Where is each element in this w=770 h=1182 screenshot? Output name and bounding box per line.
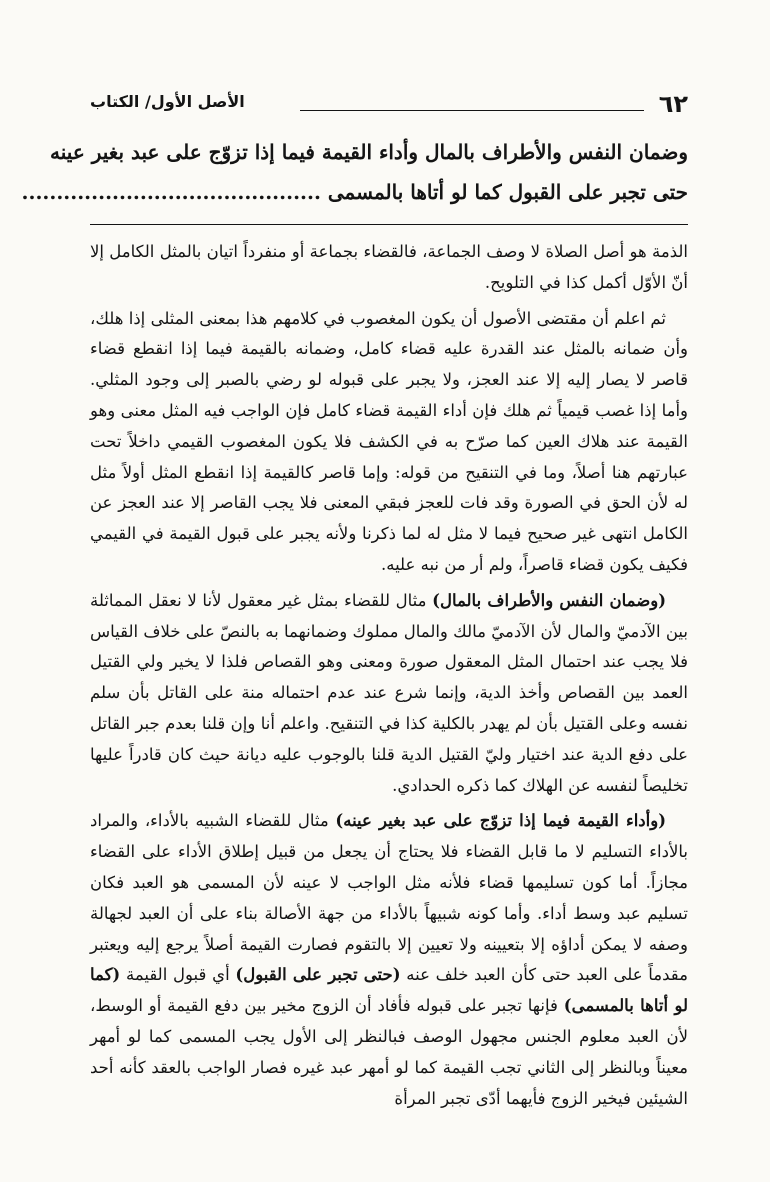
commentary-text: أي قبول القيمة <box>120 965 236 985</box>
quoted-main-text: (وأداء القيمة فيما إذا تزوّج على عبد بغير عينه) <box>335 811 666 831</box>
commentary-text: مثال للقضاء بمثل غير معقول لأنا لا نعقل المماثلة بين الآدميّ والمال لأن الآدميّ مالك والمال مملوك وضمانهما به بالنصّ على خلاف القياس فلا يجب عند احتمال المثل المعقول صورة ومعنى وهو القصاص فلذا لا يخير ولي القتيل العمد بين القصاص وأخذ الدية، وإنما شرع عند عدم احتماله منة على القاتل بأن سلم نفسه وعلى القتيل بأن لم يهدر بالكلية كذا في التنقيح. واعلم أنا وإن قلنا بعدم جبر القاتل على دفع الدية عند اختيار وليّ القتيل الدية قلنا بالوجوب عليه ديانة حيث كان قادراً عليها تخليصاً لنفسه عن الهلاك كما ذكره الحدادي. <box>90 590 688 795</box>
running-title: الأصل الأول/ الكتاب <box>90 92 245 111</box>
commentary-paragraph-3 <box>90 586 688 802</box>
quoted-main-text: (كما لو أتاها بالمسمى) <box>90 965 688 1016</box>
commentary <box>90 237 688 1114</box>
header-rule <box>300 110 644 111</box>
commentary-paragraph-2: ثم اعلم أن مقتضى الأصول أن يكون المغصوب في كلامهم هذا بمعنى المثلى إذا هلك، وأن ضمانه بالمثل عند القدرة عليه قضاء كامل، وضمانه بالقيمة فيما إذا انقطع قضاء قاصر لا يصار إليه إلا عند العجز، ولا يجبر على قبوله لو رضي بالصبر إلى وجود المثلي. وأما إذا غصب قيمياً ثم هلك فإن أداء القيمة قضاء كامل فإن الواجب فيه المثل معنى وهو القيمة عند هلاك العين كما صرّح به في الكشف فلا يكون المغصوب القيمي داخلاً تحت عبارتهم هنا أصلاً، وما في التنقيح من قوله: وإما قاصر كالقيمة إذا انقطع المثل أولاً مثل له لأن الحق في الصورة وقد فات للعجز فبقي المعنى فلا يجب القاصر إلا عند العجز عن الكامل انتهى غير صحيح فيما لا مثل له لما ذكرنا ولأنه يجبر على قبول القيمة في القيمي فكيف يكون قضاء قاصراً، ولم أر من نبه عليه. <box>90 308 688 574</box>
main-text <box>21 132 688 212</box>
dotted-leader: ........................................... <box>21 180 321 204</box>
commentary-text: مثال للقضاء الشبيه بالأداء، والمراد بالأداء التسليم لا ما قابل القضاء فلا يحتاج أن يجعل من قبيل إطلاق الأداء على القضاء مجازاً. أما كون تسليمها قضاء فلأنه مثل الواجب لا عينه لأن المسمى هو العبد فكان تسليم عبد وسط أداء. وأما كونه شبيهاً بالأداء من جهة الأصالة بناء على أن العبد لجهالة وصفه لا يمكن أداؤه إلا بتعيينه ولا تعيين إلا بالتقوم فصارت القيمة أصلاً يرجع إليه ويعتبر مقدماً على العبد حتى كأن العبد خلف عنه <box>90 811 688 985</box>
main-text-line-1: وضمان النفس والأطراف بالمال وأداء القيمة فيما إذا تزوّج على عبد بغير عينه <box>50 140 688 164</box>
page-number: ٦٢ <box>658 90 688 118</box>
commentary-paragraph-4 <box>90 806 688 1114</box>
main-text-line-2-text: حتى تجبر على القبول كما لو أتاها بالمسمى <box>327 180 688 204</box>
commentary-text: فإنها تجبر على قبوله فأفاد أن الزوج مخير بين دفع القيمة أو الوسط، لأن العبد معلوم الجنس مجهول الوصف فبالنظر إلى الأول يجب المسمى كما لو أمهر معيناً وبالنظر إلى الثاني تجب القيمة كما لو أمهر عبد غيره فصار الواجب بالعقد كأنه أحد الشيئين فيخير الزوج فأيهما أدّى تجبر المرأة <box>90 996 688 1108</box>
running-header <box>90 88 688 118</box>
main-text-line-2 <box>21 172 688 212</box>
separator-rule <box>90 224 688 225</box>
quoted-main-text: (حتى تجبر على القبول) <box>235 965 401 985</box>
quoted-main-text: (وضمان النفس والأطراف بالمال) <box>432 590 666 610</box>
commentary-paragraph-1: الذمة هو أصل الصلاة لا وصف الجماعة، فالقضاء بجماعة أو منفرداً اتيان بالمثل الكامل إلا أنّ الأوّل أكمل كذا في التلويح. <box>90 242 688 292</box>
